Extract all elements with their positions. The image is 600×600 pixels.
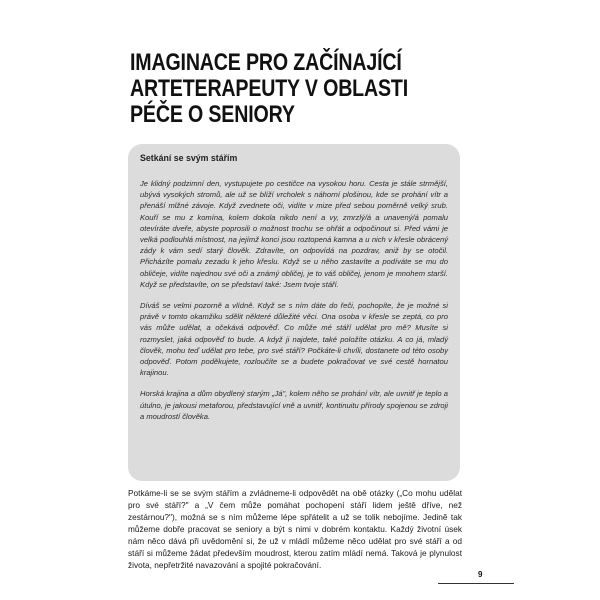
page-number: 9 [478,570,483,579]
box-paragraph: Díváš se velmi pozorně a vlídně. Když se s ním dáte do řeči, pochopíte, že je možné si právě v tomto okamžiku sdělit některé důležité věci. Ona osoba v křesle se zeptá, co pro vás může udělat, a očekává odpověď. Co může mé stáří udělat pro mě? Musíte si rozmyslet, jaká odpověď to bude. A když ji najdete, také položíte otázku. A co já, mladý člověk, mohu teď udělat pro tebe, pro své stáří? Počkáte-li chvíli, dostanete od této osoby odpověď. Potom poděkujete, rozloučíte se a budete pokračovat ve své cestě hornatou krajinou. [140,301,448,378]
box-paragraph: Horská krajina a dům obydlený starým „Já", kolem něho se prohání vítr, ale uvnitř je teplo a útulno, je jakousi metaforou, představující vně a uvnitř, kontinuitu přírody spojenou se zdroji a moudrostí člověka. [140,389,448,421]
chapter-title [130,50,434,128]
chapter-title-line: IMAGINACE PRO ZAČÍNAJÍCÍ [130,49,402,76]
box-heading: Setkání se svým stářím [140,153,238,163]
chapter-title-line: ARTETERAPEUTY V OBLASTI [130,75,409,102]
imagination-exercise-box [128,144,460,481]
box-paragraph: Je klidný podzimní den, vystupujete po cestičce na vysokou horu. Cesta je stále strmější, ubývá vysokých stromů, ale už se blíží vrcholek s náhorní plošinou, kde se prohání vítr a přenáší mlžné závoje. Když zvednete oči, vidíte v mize před sebou poměrně velký srub. Kouří se mu z komína, kolem dokola nikdo není a vy, zmrzlý/á a unavený/á pomalu otevíráte dveře, abyste poprosili o možnost trochu se ohřát a odpočinout si. Před vámi je velká podlouhlá místnost, na jejímž konci jsou roztopená kamna a u nich v křesle obrácený zády k vám sedí starý člověk. Zdravíte, on odpovídá na pozdrav, aniž by se otočil. Přicházíte pomalu zezadu k jeho křeslu. Když se u něho zastavíte a podíváte se mu do obličeje, vidíte najednou své oči a známý obličej, je to váš obličej, jenom je mnohem starší. Když se představíte, on se představí také: Jsem tvoje stáří. [140,179,448,289]
footer-rule [438,583,514,584]
chapter-title-line: PÉČE O SENIORY [130,101,295,128]
body-paragraph: Potkáme-li se se svým stářím a zvládneme-li odpovědět na obě otázky („Co mohu udělat pro své stáří?" a „V čem může pomáhat pochopení stáří lidem ještě dříve, než zestárnou?"), možná se s ním můžeme lépe spřátelit a už se tolik nebojíme. Jedině tak můžeme dobře pracovat se seniory a být s nimi v dobrém kontaktu. Každý životní úsek nám něco dává při uvědomění si, že už v mládí můžeme něco udělat pro své stáří a od stáří si můžeme žádat především moudrost, kterou zatím mládí nemá. Taková je plynulost života, nepřetržité navazování a spojité pokračování. [128,488,462,570]
